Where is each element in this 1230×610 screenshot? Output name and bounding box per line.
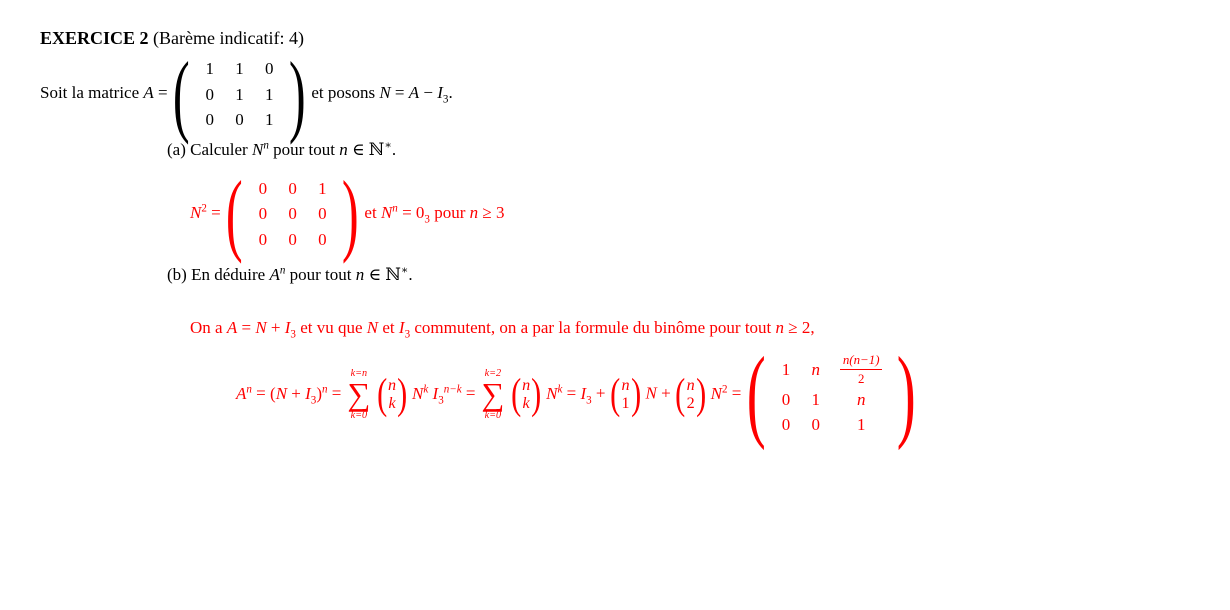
left-paren-icon: ( (675, 370, 686, 419)
n-in-nstar (339, 140, 396, 159)
element-of-sign: ∈ (351, 139, 365, 159)
binom-n-2 (675, 370, 706, 419)
left-paren-icon: ( (173, 42, 191, 145)
element-of-sign: ∈ (368, 265, 382, 285)
answer-b-sentence (190, 317, 1230, 340)
right-paren-icon: ) (288, 42, 306, 145)
sentence-bound: 2, (801, 318, 815, 338)
item-a-label: (a) (167, 139, 186, 159)
superscript-star: ∗ (384, 139, 392, 152)
matrix-A-cell: 1 (264, 110, 274, 130)
matrix-N2-cell: 0 (258, 204, 268, 224)
var-N: N (255, 318, 267, 338)
geq-sign: ≥ (482, 202, 492, 222)
matrix-N2-cell: 0 (318, 204, 327, 224)
binom-top: n (387, 376, 397, 394)
left-paren-icon: ( (610, 370, 621, 419)
var-N: N (251, 139, 264, 159)
exercise-grading: (Barème indicatif: 4) (153, 28, 304, 48)
exercise-document (0, 26, 1230, 452)
var-A: A (408, 83, 420, 103)
right-paren-icon: ) (630, 370, 641, 419)
superscript-n: n (263, 139, 269, 152)
matrix-N2-cell: 1 (318, 178, 327, 198)
subscript-3: 3 (404, 328, 411, 341)
question-a (167, 139, 1230, 162)
result-matrix-cell: 1 (856, 415, 866, 435)
matrix-A-cell: 1 (235, 59, 244, 79)
matrix-N2-cell: 0 (258, 178, 268, 198)
identity-I3 (437, 83, 453, 106)
problem-statement (40, 42, 1230, 145)
right-paren-icon: ) (695, 370, 706, 419)
binom-n-k (510, 370, 542, 419)
identity-I3 (284, 318, 296, 341)
answer-a-bound: 3 (495, 202, 505, 222)
item-a-verb: Calculer (190, 139, 248, 159)
plus-sign: + (291, 383, 301, 403)
right-paren-icon: ) (531, 370, 542, 419)
zero-matrix-03 (415, 202, 430, 226)
power-N-k (412, 384, 428, 403)
result-matrix-cell: 1 (781, 359, 791, 379)
result-matrix (746, 337, 918, 452)
answer-a-pour: pour (434, 202, 466, 222)
binom-bottom: 2 (686, 394, 695, 412)
sum-upper-limit: k=2 (484, 367, 502, 379)
superscript-star: ∗ (400, 264, 409, 277)
result-matrix-cell: n (811, 359, 820, 379)
power-N-2 (711, 384, 728, 403)
var-I: I (437, 83, 443, 103)
identity-I3 (398, 318, 411, 341)
item-b-verb: En déduire (191, 265, 266, 285)
binom-top: n (522, 376, 531, 394)
var-N: N (645, 383, 657, 403)
binom-bottom: k (388, 394, 396, 412)
var-I: I (398, 318, 405, 338)
period: . (408, 265, 413, 285)
sum-lower-limit: k=0 (350, 409, 368, 421)
binom-n-k (376, 370, 408, 419)
var-I: I (580, 383, 587, 403)
subscript-3: 3 (586, 394, 592, 407)
left-paren-icon: ( (510, 370, 521, 419)
binomial-expansion-base (270, 383, 328, 407)
var-N: N (412, 383, 424, 403)
matrix-A-cell: 1 (205, 59, 214, 79)
equals-sign: = (241, 318, 252, 338)
sigma-icon: ∑ (481, 376, 505, 413)
power-N-k (546, 384, 562, 403)
subscript-3: 3 (438, 394, 444, 407)
natural-numbers-symbol: ℕ (368, 139, 385, 159)
var-N: N (546, 383, 558, 403)
sum-upper-limit: k=n (350, 367, 368, 379)
var-N: N (380, 202, 393, 222)
matrix-N2 (225, 162, 360, 265)
left-paren-icon: ( (270, 383, 276, 403)
var-A: A (269, 265, 280, 285)
superscript-n-minus-k: n−k (443, 383, 462, 396)
matrix-A-cell: 0 (264, 59, 274, 79)
fraction-numerator: n(n−1) (840, 352, 882, 370)
var-N: N (190, 202, 202, 222)
equals-sign: = (731, 383, 742, 403)
matrix-A-table (191, 56, 287, 133)
result-matrix-cell (831, 352, 892, 387)
subscript-3: 3 (290, 328, 296, 341)
binom-top: n (686, 376, 695, 394)
plus-sign: + (270, 318, 281, 338)
superscript-n: n (279, 264, 286, 277)
result-matrix-cell: 1 (811, 389, 820, 409)
matrix-N2-cell: 0 (288, 204, 297, 224)
var-n: n (355, 265, 365, 285)
matrix-A (172, 42, 307, 145)
geq-sign: ≥ (788, 318, 798, 338)
matrix-N2-cell: 0 (288, 229, 297, 249)
matrix-A-cell: 1 (264, 84, 274, 104)
matrix-A-cell: 1 (235, 84, 244, 104)
item-b-text: pour tout (289, 265, 352, 285)
equals-sign: = (158, 83, 168, 103)
right-paren-icon: ) (341, 162, 359, 265)
left-paren-icon: ( (376, 370, 387, 419)
superscript-2: 2 (201, 202, 207, 215)
power-A-n (236, 384, 252, 403)
matrix-A-cell: 0 (235, 110, 244, 130)
right-paren-icon: ) (397, 370, 408, 419)
intro-lead-text: Soit la matrice (40, 83, 140, 103)
superscript-2: 2 (721, 383, 728, 396)
subscript-3: 3 (424, 213, 430, 226)
sentence-rest: commutent, on a par la formule du binôme pour tout (414, 318, 772, 338)
var-N: N (379, 83, 391, 103)
period: . (448, 83, 453, 103)
n-in-nstar (356, 265, 413, 284)
subscript-3: 3 (310, 394, 317, 407)
plus-sign: + (661, 383, 671, 403)
answer-a (190, 162, 1230, 265)
superscript-k: k (423, 383, 429, 396)
power-N-2 (190, 203, 207, 222)
var-N: N (366, 318, 379, 338)
question-b (167, 264, 1230, 287)
power-A-n (269, 265, 285, 284)
var-n: n (339, 139, 348, 159)
power-N-n (252, 140, 269, 159)
equals-sign: = (465, 383, 476, 403)
item-b-label: (b) (167, 265, 187, 285)
zero: 0 (415, 202, 425, 222)
var-A: A (143, 83, 154, 103)
matrix-A-cell: 0 (205, 110, 214, 130)
superscript-n: n (392, 202, 398, 215)
left-paren-icon: ( (747, 337, 767, 452)
equals-sign: = (566, 383, 577, 403)
item-a-text: pour tout (273, 139, 335, 159)
superscript-n: n (322, 383, 328, 396)
matrix-A-cell: 0 (205, 84, 214, 104)
sum-lower-limit: k=0 (484, 409, 502, 421)
binom-n-1 (610, 370, 641, 419)
answer-b-formula (236, 337, 1230, 452)
matrix-N2-cell: 0 (318, 229, 327, 249)
subscript-3: 3 (442, 93, 449, 106)
result-matrix-cell: 0 (781, 415, 791, 435)
answer-a-et: et (364, 202, 377, 222)
equals-sign: = (211, 202, 221, 222)
plus-sign: + (595, 383, 606, 403)
var-I: I (305, 383, 311, 403)
summation-truncated (481, 368, 504, 422)
identity-I3 (580, 383, 592, 407)
result-matrix-cell: 0 (811, 415, 820, 435)
superscript-k: k (557, 383, 563, 396)
power-I3-nmk (432, 383, 462, 407)
fraction-denominator: 2 (857, 371, 865, 387)
matrix-N2-cell: 0 (258, 229, 268, 249)
var-N: N (275, 383, 288, 403)
power-N-n (381, 203, 398, 222)
fraction-n-n-minus-1-over-2 (840, 352, 882, 387)
var-N: N (710, 383, 722, 403)
natural-numbers-symbol: ℕ (385, 265, 401, 285)
right-paren-icon: ) (896, 337, 916, 452)
matrix-N2-table (245, 176, 341, 253)
equals-sign: = (256, 383, 266, 403)
right-paren-icon: ) (316, 383, 322, 403)
sentence-et: et (382, 318, 395, 338)
superscript-n: n (246, 383, 252, 396)
result-matrix-table (768, 352, 895, 438)
left-paren-icon: ( (226, 162, 244, 265)
intro-mid-text: et posons (311, 83, 376, 103)
var-I: I (284, 318, 291, 338)
var-n: n (469, 202, 479, 222)
period: . (391, 139, 397, 159)
result-matrix-cell: n (856, 389, 866, 409)
var-I: I (432, 383, 439, 403)
result-matrix-cell: 0 (781, 389, 791, 409)
binom-top: n (621, 376, 630, 394)
summation-full (347, 368, 370, 422)
var-n: n (775, 318, 785, 338)
var-A: A (236, 383, 247, 403)
exercise-title-line (40, 26, 1230, 50)
equals-sign: = (402, 202, 412, 222)
exercise-number: EXERCICE 2 (40, 28, 149, 48)
sigma-icon: ∑ (347, 376, 371, 413)
var-A: A (226, 318, 238, 338)
matrix-N2-cell: 0 (288, 178, 297, 198)
equals-sign: = (331, 383, 342, 403)
sentence-on-a: On a (190, 318, 223, 338)
binom-bottom: 1 (621, 394, 630, 412)
minus-sign: − (423, 83, 433, 103)
definition-N (379, 83, 453, 106)
equals-sign: = (394, 83, 405, 103)
sentence-et-vu-que: et vu que (300, 318, 363, 338)
binom-bottom: k (522, 394, 530, 412)
